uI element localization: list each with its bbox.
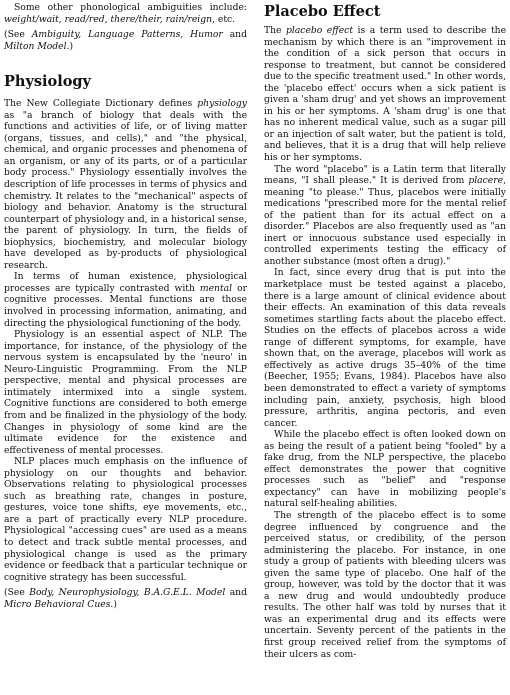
intro-examples: weight/wait, read/red, there/their, rain/reign [4,13,213,25]
xref-open: (See [4,29,32,41]
p1-text-b: is a term used to describe the mechanism by which there is an "improvement in the condition of a sick person that occurs in response to treatment, but cannot be considered due to the specific treatment used." In other words, the 'placebo effect' occurs when a sick patient is given a 'sham drug' and yet shows an improvement in his or her symptoms. A 'sham drug' is one that has no inherent medical value, such as a sugar pill or an injection of salt water, but the patient is told, and believes, that it is a drug that will help relieve his or her symptoms. [264,25,507,164]
placebo-effect-heading: Placebo Effect [264,3,381,20]
p1-text-a: The [264,25,286,36]
p2-text-b: , meaning "to please." Thus, placebos were initially medications "prescribed more for the mental relief of the patient than for its actual effect on a disorder." Placebos are also frequently used as "an inert or innocuous substance used especially in controlled experiments testing the efficacy of another substance (most often a drug)." [264,175,506,267]
physiology-paragraph-3: Physiology is an essential aspect of NLP. The importance, for instance, of the physiology of the nervous system is encapsulated by the 'neuro' in Neuro-Linguistic Programming. From the NLP perspective, mental and physical processes are intimately intermixed into a single system. Cognitive functions are considered to both emerge from and be finalized in the physiology of the body. Changes in physiology of some kind are the ultimate evidence for the existence and effectiveness of mental processes. [4,329,247,456]
xref-refs: Ambiguity, Language Patterns, Humor [31,29,223,41]
p2-term: placere [468,175,504,187]
placebo-paragraph-3: In fact, since every drug that is put into the marketplace must be tested against a placebo, there is a large amount of clinical evidence about their effects. An examination of this data reveals sometimes startling facts about the placebo effect. Studies on the effects of placebos across a wide range of different symptoms, for example, have shown that, on the average, placebos will work as effectively as active drugs 35–40% of the time (Beecher, 1955; Evans, 1984). Placebos have also been demonstrated to effect a variety of symptoms including pain, anxiety, psychosis, high blood pressure, arthritis, angina pectoris, and even cancer. [264,267,506,429]
xref-close: .) [66,40,74,52]
p1-term: placebo effect [286,25,354,36]
xref-last: Micro Behavioral Cues [4,598,111,610]
p1-term: physiology [197,98,247,110]
xref-open: (See [4,587,30,599]
placebo-paragraph-1 [264,25,506,164]
see-also-body [4,587,247,610]
xref-refs: Body, Neurophysiology, B.A.G.E.L. Model [29,587,226,599]
p2-text-a: In terms of human existence, physiological processes are typically contrasted with [4,271,247,294]
p1-text-a: The New Collegiate Dictionary defines [4,98,198,110]
phonological-ambiguities-paragraph [4,2,247,25]
p2-text-b: or cognitive processes. Mental functions are those involved in processing information, animating, and directing the physiological functioning of the body. [4,282,248,329]
intro-lead: Some other phonological ambiguities include: [14,2,247,13]
right-column [264,2,506,660]
see-also-ambiguity [4,29,247,52]
p2-text-a: The word "placebo" is a Latin term that literally means, "I shall please." It is derived from [264,163,506,187]
placebo-paragraph-4: While the placebo effect is often looked down on as being the result of a patient being "fooled" by a fake drug, from the NLP perspective, the placebo effect demonstrates the power that cognitive processes such as "belief" and "response expectancy" can have in mobilizing people's natural self-healing abilities. [264,429,506,510]
physiology-paragraph-1 [4,98,247,271]
xref-and: and [222,29,247,41]
placebo-paragraph-2 [264,164,506,268]
xref-close: .) [110,598,117,610]
p1-text-b: as "a branch of biology that deals with the functions and activities of life, or of living matter (organs, tissues, and cells)," and "the physical, chemical, and organic processes and phenomena of an organism, or any of its parts, or of a particular body process." Physiology essentially involves the description of life processes in terms of physics and chemistry. It relates to the "mechanical" aspects of biology and behavior. Anatomy is the structural counterpart of physiology and, in a historical sense, the parent of physiology. In turn, the fields of biophysics, biochemistry, and molecular biology have developed as by-products of physiological research. [4,109,247,271]
xref-last: Milton Model [4,40,67,52]
placebo-paragraph-5: The strength of the placebo effect is to some degree influenced by congruence and the perceived status, or credibility, of the person administering the placebo. For instance, in one study a group of patients with bleeding ulcers was given the same type of placebo. One half of the group, however, was told by the doctor that it was a new drug and would undoubtedly produce results. The other half was told by nurses that it was an experimental drug and its effects were uncertain. Seventy percent of the patients in the first group received relief from the symptoms of their ulcers as com- [264,509,506,660]
xref-and: and [225,587,247,599]
intro-tail: , etc. [212,13,236,25]
left-column [4,2,247,610]
physiology-paragraph-2 [4,271,247,329]
p2-term: mental [199,282,233,294]
physiology-paragraph-4: NLP places much emphasis on the influence of physiology on our thoughts and behavior. Observations relating to physiological processes such as breathing rate, changes in posture, gestures, voice tone shifts, eye movements, etc., are a part of practically every NLP procedure. Physiological "accessing cues" are used as a means to detect and track subtle mental processes, and physiological change is used as the primary evidence or feedback that a particular technique or cognitive strategy has been successful. [4,456,247,583]
physiology-heading: Physiology [4,73,91,91]
